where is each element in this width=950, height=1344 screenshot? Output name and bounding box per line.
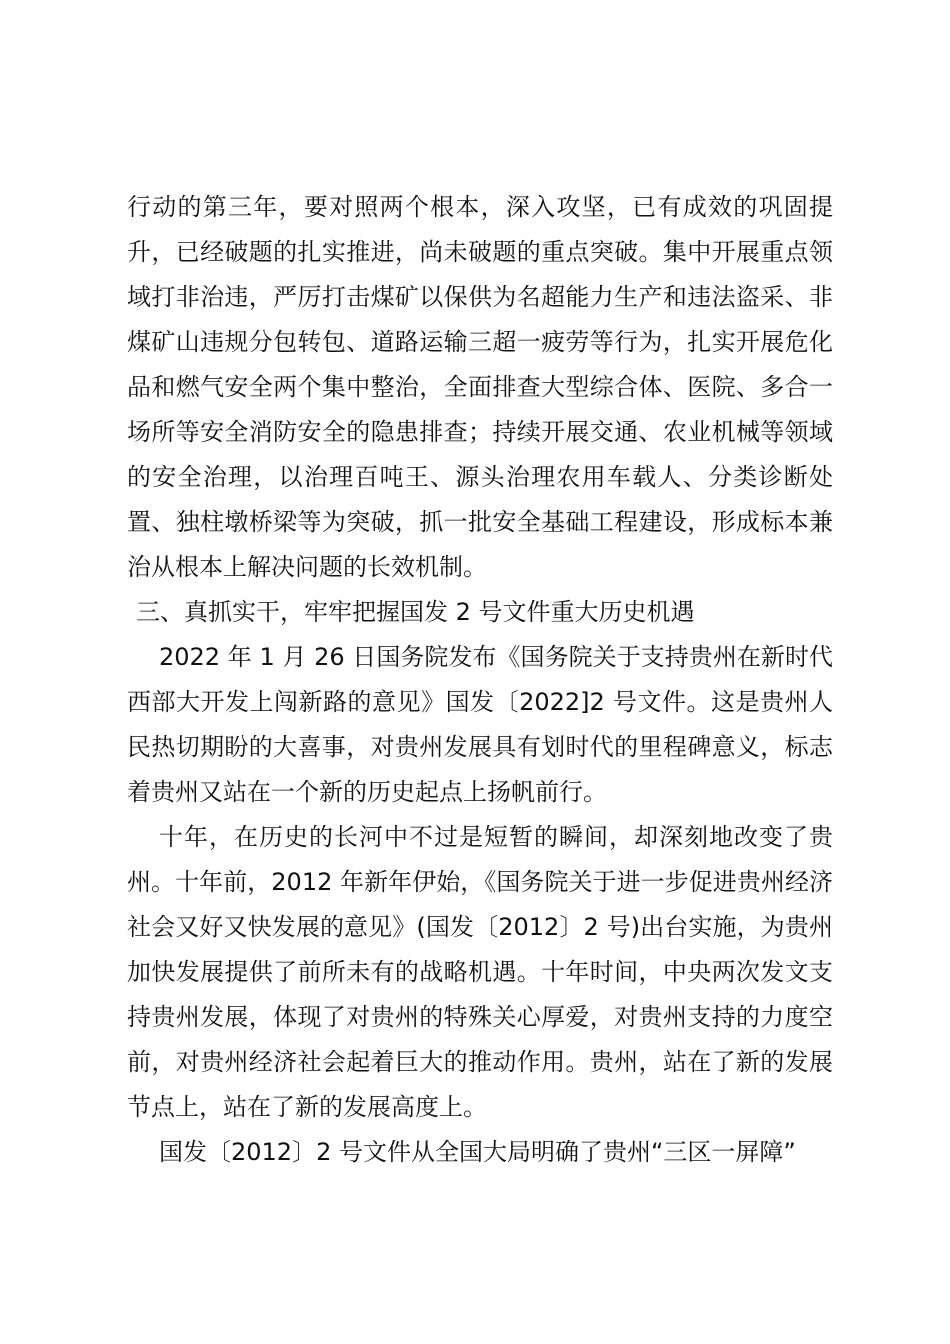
paragraph-ten-years: 十年，在历史的长河中不过是短暂的瞬间，却深刻地改变了贵州。十年前，2012 年新年伊始，《国务院关于进一步促进贵州经济社会又好又快发展的意见》(国发〔2012〕2 号)出台实施，为贵州加快发展提供了前所未有的战略机遇。十年时间，中央两次发文支持贵州发展，体现了对贵州的特殊关心厚爱，对贵州支持的力度空前，对贵州经济社会起着巨大的推动作用。贵州，站在了新的发展节点上，站在了新的发展高度上。 bbox=[127, 823, 833, 1121]
document-body bbox=[127, 185, 833, 1175]
paragraph-continuation: 行动的第三年，要对照两个根本，深入攻坚，已有成效的巩固提升，已经破题的扎实推进，尚未破题的重点突破。集中开展重点领域打非治违，严厉打击煤矿以保供为名超能力生产和违法盗采、非煤矿山违规分包转包、道路运输三超一疲劳等行为，扎实开展危化品和燃气安全两个集中整治，全面排查大型综合体、医院、多合一场所等安全消防安全的隐患排查；持续开展交通、农业机械等领域的安全治理，以治理百吨王、源头治理农用车载人、分类诊断处置、独柱墩桥梁等为突破，抓一批安全基础工程建设，形成标本兼治从根本上解决问题的长效机制。 bbox=[127, 193, 833, 581]
paragraph-guofa-2022: 2022 年 1 月 26 日国务院发布《国务院关于支持贵州在新时代西部大开发上闯新路的意见》国发〔2022]2 号文件。这是贵州人民热切期盼的大喜事，对贵州发展具有划时代的里程碑意义，标志着贵州又站在一个新的历史起点上扬帆前行。 bbox=[127, 643, 833, 806]
section-heading-three: 三、真抓实干，牢牢把握国发 2 号文件重大历史机遇 bbox=[136, 598, 695, 626]
paragraph-guofa-2012: 国发〔2012〕2 号文件从全国大局明确了贵州“三区一屏障” bbox=[159, 1138, 796, 1166]
